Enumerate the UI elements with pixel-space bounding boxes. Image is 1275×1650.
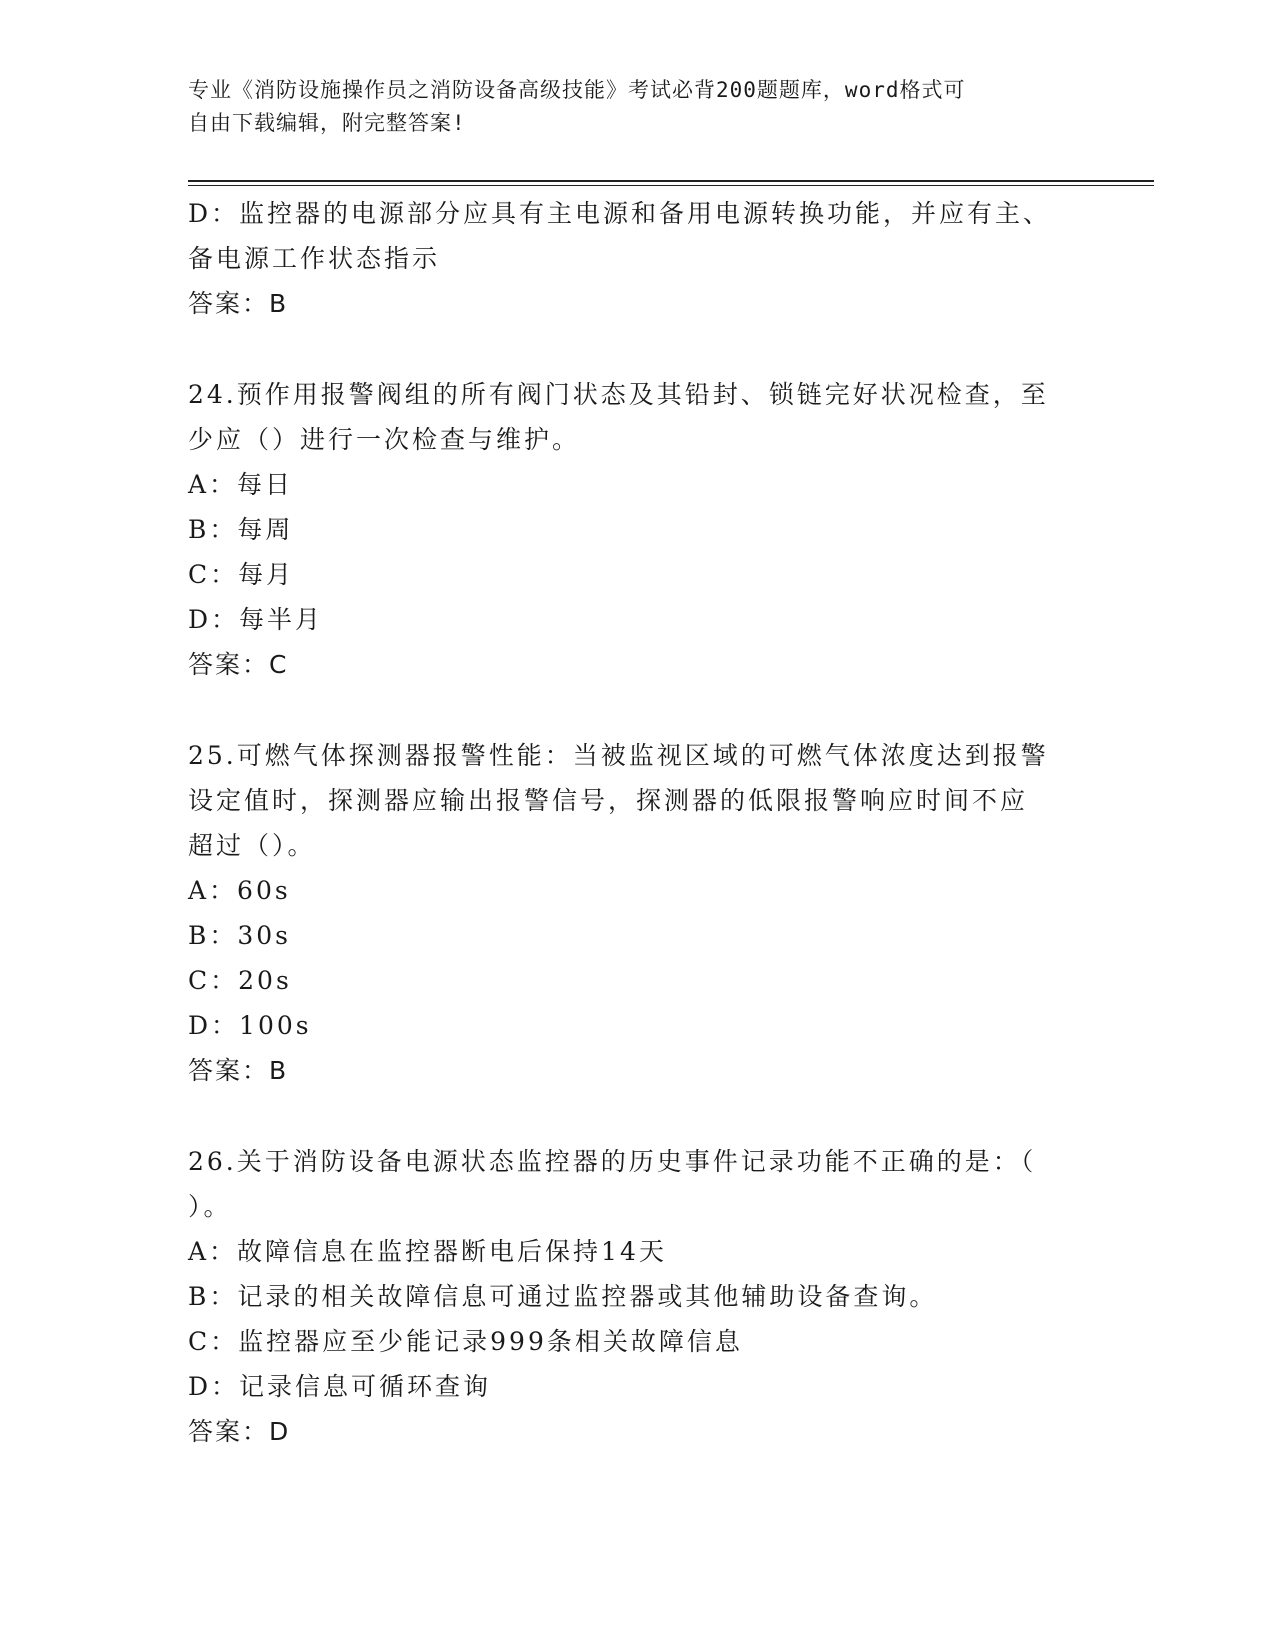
option-a: A：60s <box>188 876 291 905</box>
question-26 <box>188 1139 1078 1454</box>
option-c: C：监控器应至少能记录999条相关故障信息 <box>188 1327 743 1356</box>
question-stem-continued: 少应（）进行一次检查与维护。 <box>188 425 581 454</box>
question-stem: 25.可燃气体探测器报警性能：当被监视区域的可燃气体浓度达到报警 <box>188 741 1049 770</box>
spacer <box>188 687 1078 733</box>
question-24 <box>188 372 1078 687</box>
answer-label: 答案：C <box>188 650 289 679</box>
spacer <box>188 326 1078 372</box>
question-stem-continued: 超过（）。 <box>188 831 316 860</box>
header-divider-thin <box>188 185 1154 186</box>
question-stem-continued: ）。 <box>188 1192 232 1221</box>
option-d: D：100s <box>188 1011 312 1040</box>
question-25 <box>188 733 1078 1093</box>
option-d-continued: 备电源工作状态指示 <box>188 244 441 273</box>
option-d: D：每半月 <box>188 605 324 634</box>
option-b: B：30s <box>188 921 292 950</box>
spacer <box>188 1093 1078 1139</box>
question-stem: 26.关于消防设备电源状态监控器的历史事件记录功能不正确的是：（ <box>188 1147 1037 1176</box>
answer-label: 答案：D <box>188 1417 291 1446</box>
option-c: C：每月 <box>188 560 295 589</box>
option-d: D：监控器的电源部分应具有主电源和备用电源转换功能，并应有主、 <box>188 199 1052 228</box>
option-d: D：记录信息可循环查询 <box>188 1372 492 1401</box>
question-stem-continued: 设定值时，探测器应输出报警信号，探测器的低限报警响应时间不应 <box>188 786 1029 815</box>
answer-label: 答案：B <box>188 1056 289 1085</box>
answer-label: 答案：B <box>188 289 289 318</box>
header-divider-thick <box>188 180 1154 182</box>
option-b: B：记录的相关故障信息可通过监控器或其他辅助设备查询。 <box>188 1282 938 1311</box>
header-line-1: 专业《消防设施操作员之消防设备高级技能》考试必背200题题库，word格式可 <box>188 78 966 102</box>
prev-question-block <box>188 191 1078 326</box>
document-body <box>188 191 1078 1454</box>
option-b: B：每周 <box>188 515 294 544</box>
option-a: A：故障信息在监控器断电后保持14天 <box>188 1237 667 1266</box>
option-a: A：每日 <box>188 470 294 499</box>
question-stem: 24.预作用报警阀组的所有阀门状态及其铅封、锁链完好状况检查，至 <box>188 380 1049 409</box>
option-c: C：20s <box>188 966 292 995</box>
document-header <box>188 74 1068 140</box>
header-line-2: 自由下载编辑，附完整答案! <box>188 111 466 135</box>
